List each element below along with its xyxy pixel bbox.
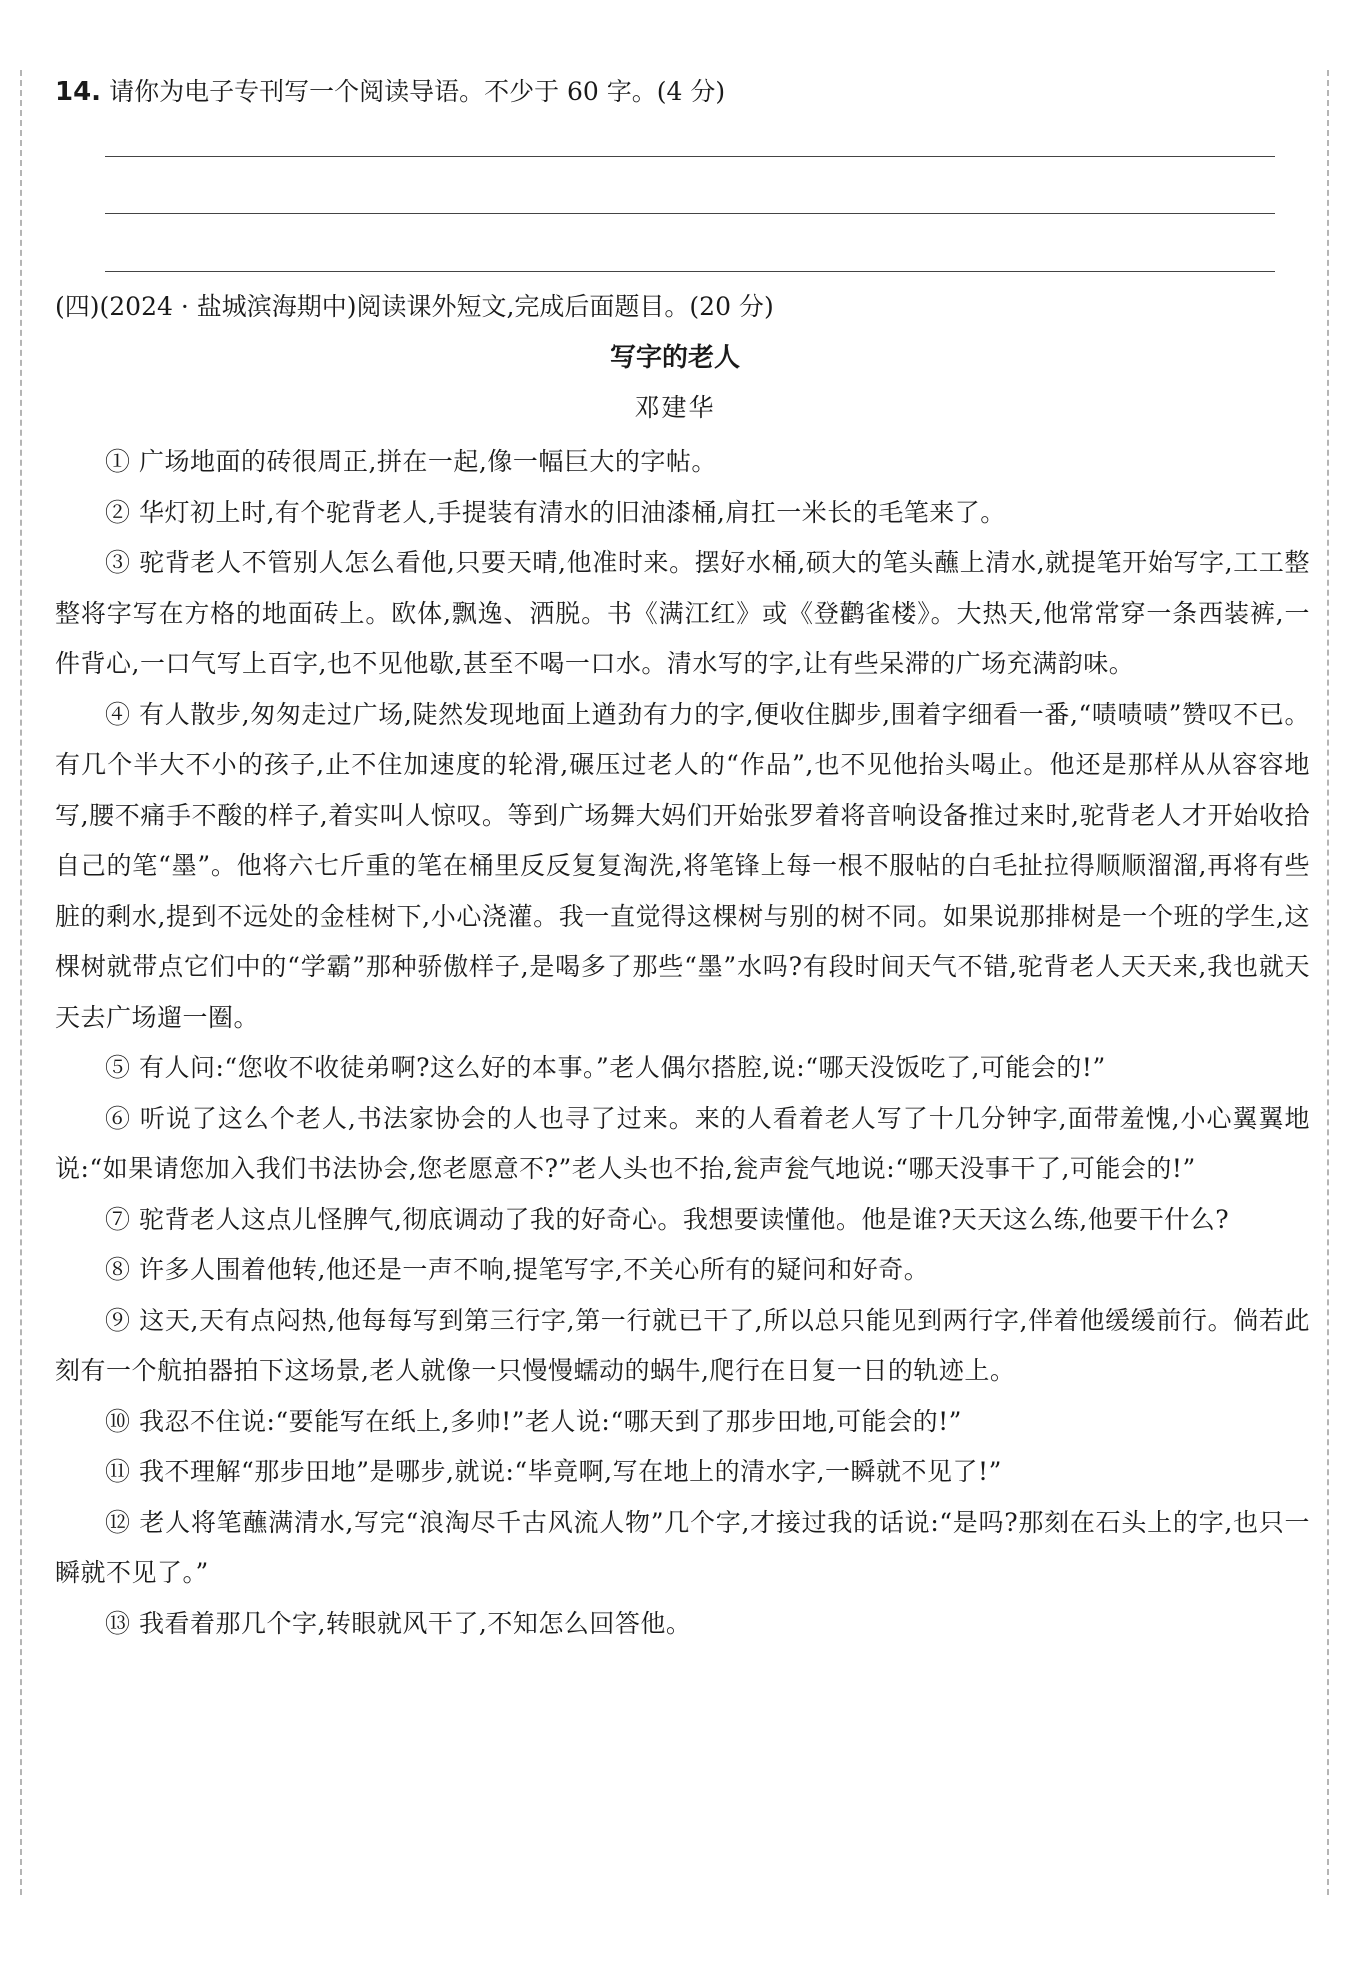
paragraph-12: ⑫ 老人将笔蘸满清水,写完“浪淘尽千古风流人物”几个字,才接过我的话说:“是吗?那刻在石头上的字,也只一瞬就不见了。”	[55, 1507, 1310, 1587]
answer-line[interactable]	[105, 156, 1275, 157]
paragraph-13: ⑬ 我看着那几个字,转眼就风干了,不知怎么回答他。	[105, 1608, 692, 1638]
article-body	[55, 437, 1310, 1649]
paragraph-6: ⑥ 听说了这么个老人,书法家协会的人也寻了过来。来的人看着老人写了十几分钟字,面带羞愧,小心翼翼地说:“如果请您加入我们书法协会,您老愿意不?”老人头也不抬,瓮声瓮气地说:“哪天没事干了,可能会的!”	[55, 1103, 1310, 1183]
answer-line[interactable]	[105, 271, 1275, 272]
question-number: 14.	[55, 77, 102, 107]
question-14	[55, 72, 725, 112]
article-author: 邓建华	[634, 393, 716, 422]
paragraph-4: ④ 有人散步,匆匆走过广场,陡然发现地面上遒劲有力的字,便收住脚步,围着字细看一番,“啧啧啧”赞叹不已。有几个半大不小的孩子,止不住加速度的轮滑,碾压过老人的“作品”,也不见他抬头喝止。他还是那样从从容容地写,腰不痛手不酸的样子,着实叫人惊叹。等到广场舞大妈们开始张罗着将音响设备推过来时,驼背老人才开始收拾自己的笔“墨”。他将六七斤重的笔在桶里反反复复淘洗,将笔锋上每一根不服帖的白毛扯拉得顺顺溜溜,再将有些脏的剩水,提到不远处的金桂树下,小心浇灌。我一直觉得这棵树与别的树不同。如果说那排树是一个班的学生,这棵树就带点它们中的“学霸”那种骄傲样子,是喝多了那些“墨”水吗?有段时间天气不错,驼背老人天天来,我也就天天去广场遛一圈。	[55, 699, 1310, 1032]
paragraph-1: ① 广场地面的砖很周正,拼在一起,像一幅巨大的字帖。	[105, 447, 717, 476]
paragraph-2: ② 华灯初上时,有个驼背老人,手提装有清水的旧油漆桶,肩扛一米长的毛笔来了。	[105, 497, 1006, 527]
paragraph-8: ⑧ 许多人围着他转,他还是一声不响,提笔写字,不关心所有的疑问和好奇。	[105, 1255, 930, 1284]
section-heading: (四)(2024 · 盐城滨海期中)阅读课外短文,完成后面题目。(20 分)	[55, 292, 774, 321]
paragraph-9: ⑨ 这天,天有点闷热,他每每写到第三行字,第一行就已干了,所以总只能见到两行字,伴着他缓缓前行。倘若此刻有一个航拍器拍下这场景,老人就像一只慢慢蠕动的蜗牛,爬行在日复一日的轨迹上。	[55, 1305, 1310, 1385]
question-text: 请你为电子专刊写一个阅读导语。不少于 60 字。(4 分)	[109, 77, 726, 106]
paragraph-11: ⑪ 我不理解“那步田地”是哪步,就说:“毕竟啊,写在地上的清水字,一瞬就不见了!”	[105, 1457, 1002, 1486]
article-title: 写字的老人	[609, 343, 740, 373]
paragraph-7: ⑦ 驼背老人这点儿怪脾气,彻底调动了我的好奇心。我想要读懂他。他是谁?天天这么练,他要干什么?	[105, 1204, 1230, 1234]
paragraph-10: ⑩ 我忍不住说:“要能写在纸上,多帅!”老人说:“哪天到了那步田地,可能会的!”	[105, 1406, 962, 1436]
paragraph-3: ③ 驼背老人不管别人怎么看他,只要天晴,他准时来。摆好水桶,硕大的笔头蘸上清水,就提笔开始写字,工工整整将字写在方格的地面砖上。欧体,飘逸、洒脱。书《满江红》或《登鹳雀楼》。大热天,他常常穿一条西装裤,一件背心,一口气写上百字,也不见他歇,甚至不喝一口水。清水写的字,让有些呆滞的广场充满韵味。	[55, 548, 1310, 678]
paragraph-5: ⑤ 有人问:“您收不收徒弟啊?这么好的本事。”老人偶尔搭腔,说:“哪天没饭吃了,可能会的!”	[105, 1053, 1106, 1082]
answer-line[interactable]	[105, 213, 1275, 214]
